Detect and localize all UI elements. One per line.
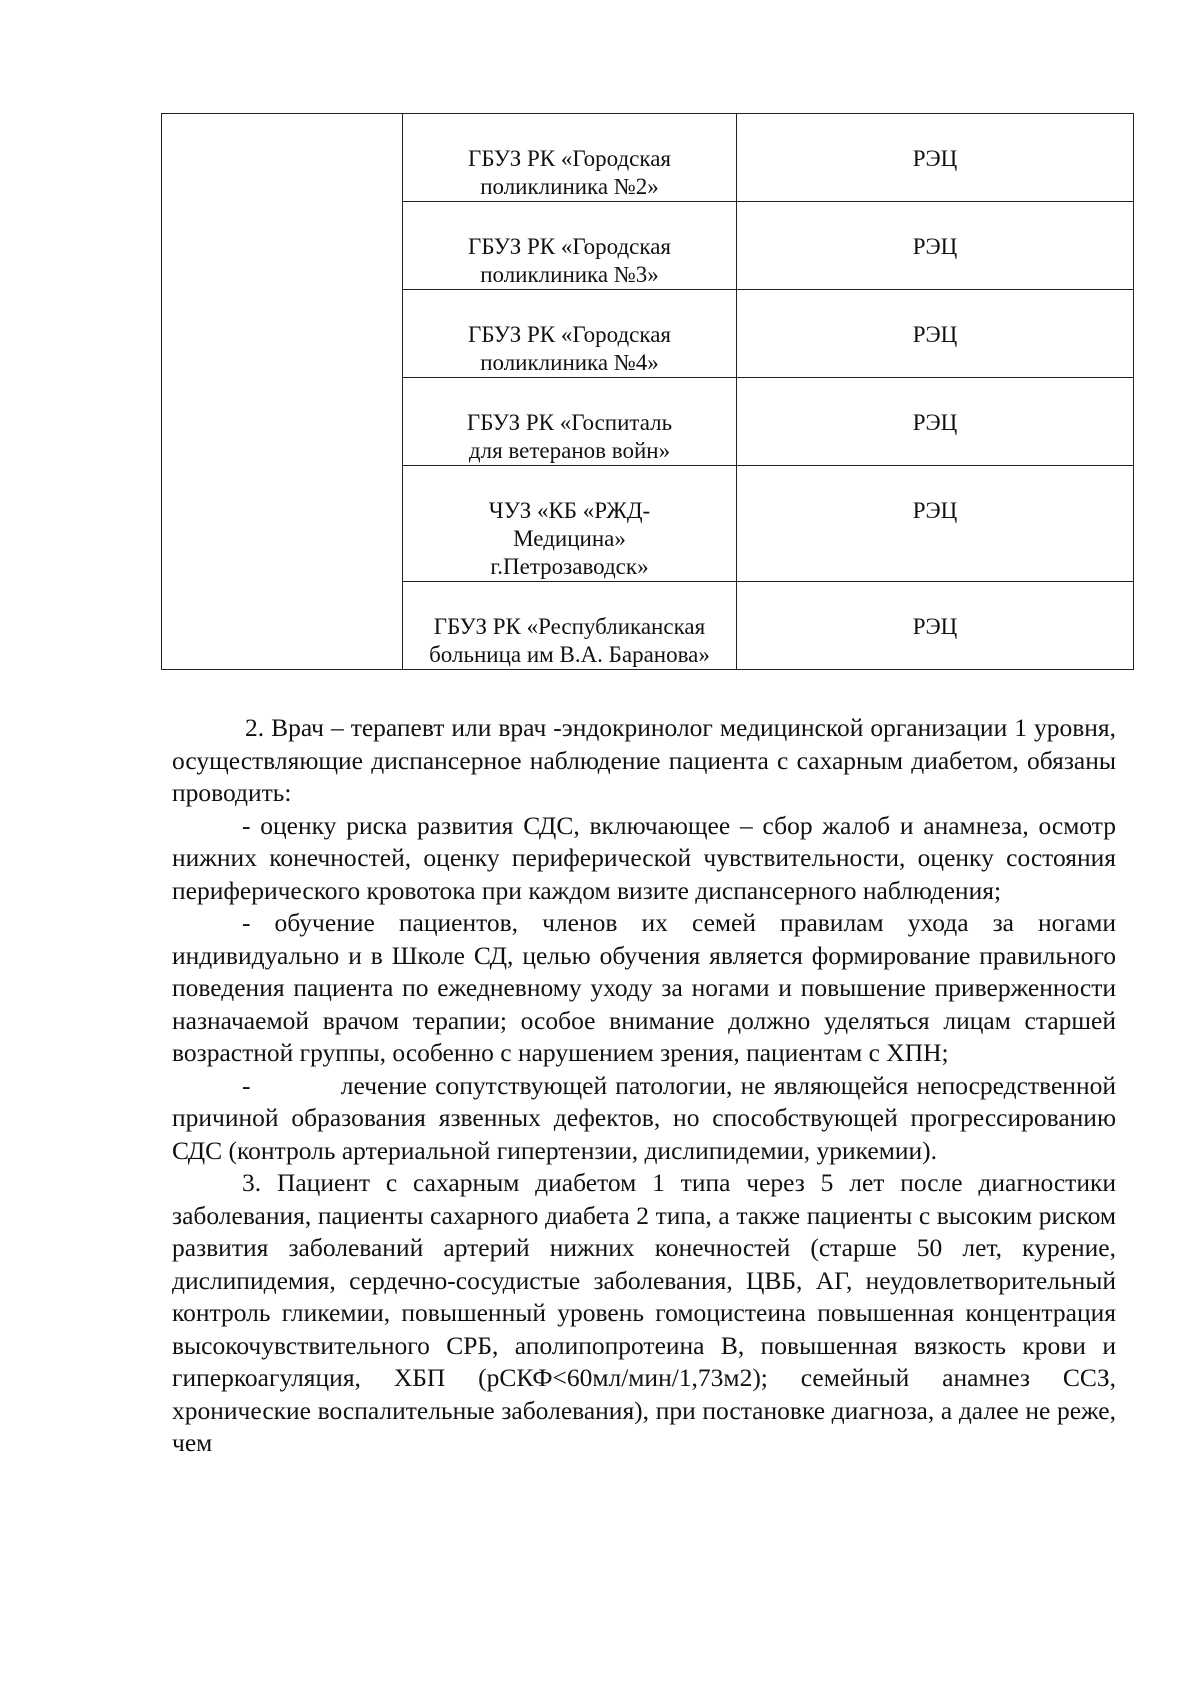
org-name: ГБУЗ РК «Госпиталь для ветеранов войн» [466,410,673,463]
org-name: ГБУЗ РК «Городская поликлиника №3» [468,234,671,287]
organization-table [161,113,1134,670]
merged-empty-cell [162,114,403,670]
paragraph: 3. Пациент с сахарным диабетом 1 типа через 5 лет после диагностики заболевания, пациенты сахарного диабета 2 типа, а также пациенты с высоким риском развития заболеваний артерий нижних конечностей (старше 50 лет, курение, дислипидемия, сердечно-сосудистые заболевания, ЦВБ, АГ, неудовлетворительный контроль гликемии, повышенный уровень гомоцистеина повышенная концентрация высокочувствительного СРБ, аполипопротеина В, повышенная вязкость крови и гиперкоагуляция, ХБП (рСКФ<60мл/мин/1,73м2); семейный анамнез ССЗ, хронические воспалительные заболевания), при постановке диагноза, а далее не реже, чем [172,1168,1116,1457]
org-cell [403,290,737,378]
status-cell [737,114,1134,202]
org-name: ЧУЗ «КБ «РЖД-Медицина» г.Петрозаводск» [488,498,651,579]
org-name: ГБУЗ РК «Городская поликлиника №4» [468,322,671,375]
status-value: РЭЦ [912,410,958,435]
status-cell [737,202,1134,290]
status-cell [737,582,1134,670]
paragraph: - обучение пациентов, членов их семей правилам ухода за ногами индивидуально и в Школе СД, целью обучения является формирование правильного поведения пациента по ежедневному уходу за ногами и повышение приверженности назначаемой врачом терапии; особое внимание должно уделяться лицам старшей возрастной группы, особенно с нарушением зрения, пациентам с ХПН; [172,908,1116,1067]
status-cell [737,466,1134,582]
status-value: РЭЦ [912,234,958,259]
org-cell [403,202,737,290]
status-value: РЭЦ [912,322,958,347]
org-cell [403,114,737,202]
status-value: РЭЦ [912,498,958,523]
status-value: РЭЦ [912,614,958,639]
paragraph: 2. Врач – терапевт или врач -эндокринолог медицинской организации 1 уровня, осуществляющие диспансерное наблюдение пациента с сахарным диабетом, обязаны проводить: [172,713,1116,807]
paragraph: - лечение сопутствующей патологии, не являющейся непосредственной причиной образования язвенных дефектов, но способствующей прогрессированию СДС (контроль артериальной гипертензии, дислипидемии, урикемии). [172,1070,1123,1165]
paragraph: - оценку риска развития СДС, включающее – сбор жалоб и анамнеза, осмотр нижних конечностей, оценку периферической чувствительности, оценку состояния периферического кровотока при каждом визите диспансерного наблюдения; [172,810,1116,905]
org-name: ГБУЗ РК «Республиканская больница им В.А. Баранова» [429,614,710,667]
org-name: ГБУЗ РК «Городская поликлиника №2» [468,146,671,199]
status-cell [737,378,1134,466]
body-text [172,712,1123,1460]
status-value: РЭЦ [912,146,958,171]
org-cell [403,582,737,670]
table-row [162,114,1134,202]
status-cell [737,290,1134,378]
org-cell [403,466,737,582]
org-cell [403,378,737,466]
